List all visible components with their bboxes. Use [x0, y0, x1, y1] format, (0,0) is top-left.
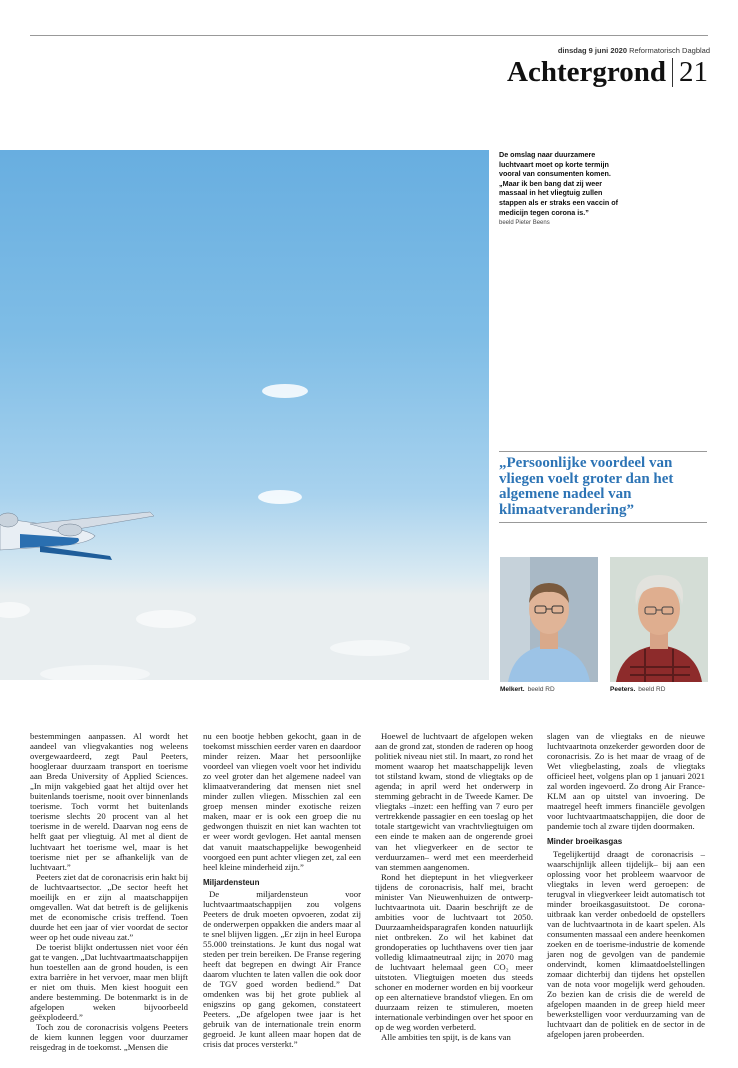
issue-date: dinsdag 9 juni 2020: [557, 46, 628, 55]
cloud: [330, 640, 410, 656]
paragraph: Alle ambities ten spijt, is de kans van: [381, 1032, 511, 1043]
caption-text: De omslag naar duurzamere luchtvaart moet op korte termijn vooral van consumenten komen. „Maar ik ben bang dat zij weer massaal in het vliegtuig zullen stappen als er straks een vaccin of medicijn tegen corona is.”: [499, 150, 619, 217]
portrait-name: Melkert.: [500, 686, 525, 693]
cloud: [262, 384, 308, 398]
article-column-2: [203, 731, 361, 1049]
cloud: [0, 602, 30, 618]
portrait-caption-peeters: [610, 686, 665, 693]
article-column-4: [547, 731, 705, 1039]
paragraph: slagen van de vliegtaks en de nieuwe luchtvaartnota onzekerder geworden door de coronacrisis. Zo is het maar de vraag of de Wet vliegbelasting, zoals de vliegtaks officieel heet, volgens plan op 1 januari 2021 zal worden ingevoerd. Zo drong Air France-KLM aan op uitstel van invoering. De maatregel heeft immers financiële gevolgen voor luchtvaartmaatschappijen, die door de pandemie toch al zware tijden doormaken.: [547, 731, 705, 832]
article-column-3: [375, 731, 533, 1042]
dateline: [558, 46, 710, 55]
article-column-1: [30, 731, 188, 1053]
cloud: [136, 610, 196, 628]
top-rule: [30, 35, 708, 36]
newspaper-name: Reformatorisch Dagblad: [629, 46, 710, 55]
airport-photo: [0, 150, 489, 680]
subheading: Minder broeikasgas: [547, 837, 623, 847]
section-header: [507, 58, 708, 87]
paragraph: Peeters ziet dat de coronacrisis erin hakt bij de luchtvaartsector. „De sector heeft het moeilijk en er zijn al maatschappijen omgevallen. Wat dat betreft is de gelijkenis met de economische crisis treffend. Toen duurde het een jaar of vier voordat de sector weer op het oude niveau zat.”: [30, 871, 188, 942]
portrait-credit: beeld RD: [638, 686, 666, 693]
subheading: Miljardensteun: [203, 877, 260, 887]
pull-quote: „Persoonlijke voordeel van vliegen voelt groter dan het algemene nadeel van klimaatverandering”: [499, 455, 674, 518]
portrait-peeters: [610, 557, 708, 682]
portrait-melkert-image: [500, 557, 598, 682]
portrait-name: Peeters.: [610, 686, 636, 693]
paragraph: bestemmingen aanpassen. Al wordt het aandeel van vliegvakanties nog weleens overgewaardeerd, zegt Paul Peeters, hoogleraar duurzaam transport en toerisme aan Breda University of Applied Sciences. „In mijn vakgebied gaat het altijd over het buitenlands toerisme, nooit over binnenlands toerisme. Toch vormt het buitenlands toerisme slechts 20 procent van al het toerisme in de wereld. Daarvan nog eens de helft gaat per vliegtuig. Al met al dient de luchtvaart het toerisme wel, maar is het toerisme niet per se afhankelijk van de luchtvaart.”: [30, 731, 188, 872]
portrait-peeters-image: [610, 557, 708, 682]
paragraph: Rond het dieptepunt in het vliegverkeer tijdens de coronacrisis, half mei, bracht minister Van Nieuwenhuizen de ontwerp-luchtvaartnota uit. Daarin beschrijft ze de ambities voor de luchtvaart tot 2050. Duurzaamheidsparagrafen konden natuurlijk niet ontbreken. Zo wil het kabinet dat grondoperaties op luchthavens over tien jaar volledig klimaatneutraal zijn; in 2070 mag de luchtvaart helemaal geen CO₂ meer uitstoten. Vliegtuigen moeten dus steeds schoner en moderner worden en bij voorkeur op een alternatieve brandstof vliegen. En om duurzaam reizen te stimuleren, moeten internationale verbindingen over het spoor en op de weg worden verbeterd.: [375, 871, 534, 1033]
portrait-caption-melkert: [500, 686, 555, 693]
quote-rule-top: [499, 451, 707, 452]
portrait-melkert: [500, 557, 598, 682]
portrait-credit: beeld RD: [527, 686, 555, 693]
airplane: [0, 498, 160, 568]
paragraph: Hoewel de luchtvaart de afgelopen weken aan de grond zat, stonden de raderen op hoog politiek niveau niet stil. In maart, zo rond het moment waarop het maatschappelijk leven tot stilstand kwam, stond de vliegtaks op de agenda; in april werd het onderwerp in stemming gebracht in de Tweede Kamer. De vliegtaks –inzet: een heffing van 7 euro per vertrekkende passagier en een toeslag op het totale startgewicht van vrachtvliegtuigen om een einde te maken aan de ongerende groei van het vliegverkeer en de sector te verduurzamen– werd met een meerderheid van stemmen aangenomen.: [375, 731, 533, 872]
photo-caption: [499, 150, 619, 229]
caption-credit: beeld Pieter Beens: [499, 220, 550, 227]
section-title: Achtergrond: [507, 56, 666, 88]
paragraph: De toerist blijkt ondertussen niet voor één gat te vangen. „Dat luchtvaartmaatschappijen hun toestellen aan de grond houden, is een extra barrière in het vervoer, maar men blijft er niet om thuis. Men kiest hooguit een andere bestemming. De botenmarkt is in de afgelopen weken bijvoorbeeld geëxplodeerd.”: [30, 941, 188, 1023]
paragraph: De miljardensteun voor luchtvaartmaatschappijen zou volgens Peeters de druk moeten opvoeren, zodat zij de onderwerpen oppakken die anders maar al te snel blijven liggen. „Er zijn in heel Europa 55.000 treinstations. Je kunt dus nogal wat steden per trein bereiken. De Franse regering heeft dat begrepen en dwingt Air France daarom vluchten te laten vallen die ook door de TGV goed worden bediend.” Dat omdenken was bij het grote publiek al enigszins op gang gekomen, constateert Peeters. „De afgelopen twee jaar is het gebruik van de internationale trein enorm gegroeid. Je kunt alleen maar hopen dat de crisis dat proces versterkt.”: [203, 888, 361, 1050]
page-number: 21: [672, 58, 708, 87]
quote-rule-bottom: [499, 522, 707, 523]
paragraph: nu een bootje hebben gekocht, gaan in de toekomst misschien eerder varen en daardoor minder reizen. Maar het persoonlijke voordeel van vliegen voelt voor het individu zo veel groter dan het algemene nadeel van klimaatverandering dat mensen niet snel minder zullen vliegen. Misschien zal een groep mensen minder exotische reizen maken, maar er is ook een groep die nu gedwongen thuiszit en niet kan wachten tot er weer wordt gevlogen. Het aantal mensen dat vanuit maatschappelijke bewogenheid voorgoed een punt achter vliegen zet, zal een heel kleine minderheid zijn.”: [203, 731, 361, 872]
paragraph: Tegelijkertijd draagt de coronacrisis –waarschijnlijk alleen tijdelijk– bij aan een oplossing voor het probleem waarvoor de vliegtaks in leven werd geroepen: de terugval in vliegverkeer leidt automatisch tot minder broeikasgasuitstoot. De corona-uitbraak kan verder onbedoeld de opstellers van de luchtvaartnota in de kaart spelen. Als consumenten massaal een andere heenkomen zoeken en de toerisme-industrie de komende jaren nog de gevolgen van de pandemie ondervindt, komen klimaatdoelstellingen zomaar dichterbij dan tijdens het opstellen van de nota voor mogelijk werd gehouden. Zo bezien kan de crisis die de wereld de afgelopen maanden in de greep hield meer bewerkstelligen voor verduurzaming van de luchtvaart dan de politiek en de sector in de afgelopen jaren probeerden.: [547, 848, 705, 1040]
paragraph: Toch zou de coronacrisis volgens Peeters de kiem kunnen leggen voor duurzamer reisgedrag in de toekomst. „Mensen die: [30, 1022, 188, 1053]
cloud: [258, 490, 302, 504]
cloud: [40, 665, 150, 680]
